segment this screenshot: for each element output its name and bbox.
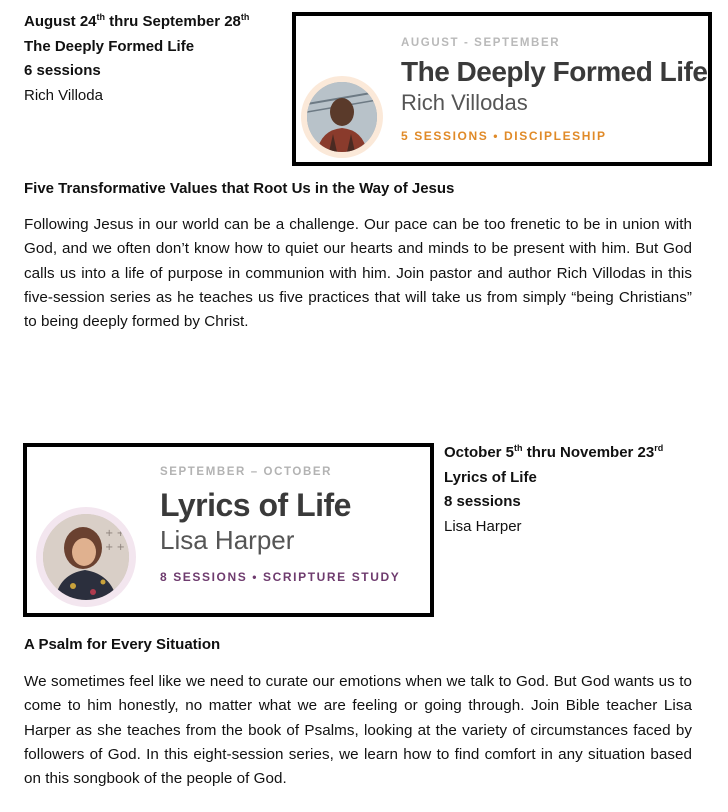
speaker-portrait-icon [307, 82, 377, 152]
series2-banner-title: Lyrics of Life [160, 487, 351, 523]
series1-banner-footer: 5 SESSIONS • DISCIPLESHIP [401, 129, 607, 143]
series1-dates: August 24th thru September 28th [24, 12, 250, 30]
speaker-portrait-icon [43, 514, 129, 600]
svg-text:+ +: + + [105, 528, 125, 539]
series1-banner-kicker: AUGUST - SEPTEMBER [401, 37, 561, 49]
series1-speaker: Rich Villoda [24, 86, 103, 104]
series2-banner-kicker: SEPTEMBER – OCTOBER [160, 466, 333, 478]
series1-banner-author: Rich Villodas [401, 90, 528, 115]
series2-description: We sometimes feel like we need to curate our emotions when we talk to God. But God wants us to come to him honestly, no matter what we are feeling or going through. Join Bible teacher Lisa Harper as she teaches from the book of Psalms, looking at the variety of circumstances faced by followers of God. In this eight-session series, we learn how to find comfort in any situation based on this songbook of the people of God. [24, 673, 692, 788]
series1-banner [292, 12, 712, 166]
series2-heading: A Psalm for Every Situation [24, 636, 221, 653]
series1-description: Following Jesus in our world can be a challenge. Our pace can be too frenetic to be in union with God, and we often don’t know how to quiet our hearts and minds to be present with him. But God calls us into a life of purpose in communion with him. Join pastor and author Rich Villodas in this five-session series as he teaches us five practices that will take us from simply “being Christians” to being deeply formed by Christ. [24, 216, 692, 331]
series1-heading: Five Transformative Values that Root Us in the Way of Jesus [24, 180, 455, 197]
series1-info [24, 10, 249, 108]
series1-banner-title: The Deeply Formed Life [401, 56, 708, 87]
series2-banner [23, 443, 434, 617]
series2-avatar [43, 514, 129, 600]
series2-info [444, 441, 663, 539]
series1-title: The Deeply Formed Life [24, 37, 195, 55]
series1-avatar [307, 82, 377, 152]
svg-text:+ +: + + [105, 542, 125, 553]
series2-title: Lyrics of Life [444, 468, 537, 486]
series1-sessions: 6 sessions [24, 62, 101, 79]
series2-sessions: 8 sessions [444, 493, 521, 510]
series2-speaker: Lisa Harper [444, 517, 522, 535]
series2-banner-footer: 8 SESSIONS • SCRIPTURE STUDY [160, 570, 401, 584]
series2-dates: October 5th thru November 23rd [444, 443, 664, 461]
series2-banner-author: Lisa Harper [160, 525, 295, 555]
